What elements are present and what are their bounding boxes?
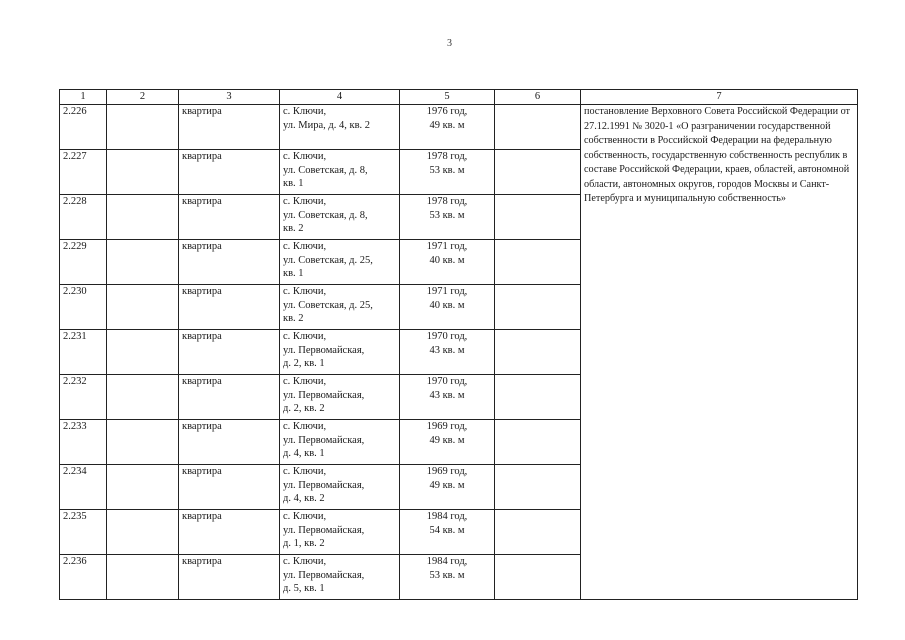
area: 49 кв. м <box>429 119 465 131</box>
address-cell <box>280 555 400 600</box>
header-col-2: 2 <box>107 90 179 105</box>
object-type: квартира <box>179 330 280 375</box>
address-line-1: с. Ключи, <box>283 106 327 117</box>
address-line-3: кв. 1 <box>283 268 304 279</box>
year-area-cell <box>400 330 495 375</box>
property-registry-table <box>59 89 858 600</box>
address-line-1: с. Ключи, <box>283 196 327 207</box>
address-cell <box>280 240 400 285</box>
row-number: 2.230 <box>60 285 107 330</box>
address-line-2: ул. Советская, д. 8, <box>283 209 368 221</box>
address-line-2: ул. Первомайская, <box>283 524 365 536</box>
address-line-1: с. Ключи, <box>283 151 327 162</box>
col-2-cell <box>107 105 179 150</box>
build-year: 1970 год, <box>426 376 468 387</box>
year-area-cell <box>400 105 495 150</box>
address-cell <box>280 150 400 195</box>
col-6-cell <box>495 420 581 465</box>
object-type: квартира <box>179 285 280 330</box>
row-number: 2.234 <box>60 465 107 510</box>
page-number: 3 <box>447 38 452 49</box>
year-area-cell <box>400 555 495 600</box>
col-6-cell <box>495 555 581 600</box>
col-2-cell <box>107 285 179 330</box>
build-year: 1969 год, <box>426 421 468 432</box>
header-row <box>60 90 858 105</box>
build-year: 1976 год, <box>426 106 468 117</box>
row-number: 2.235 <box>60 510 107 555</box>
col-2-cell <box>107 555 179 600</box>
header-col-7: 7 <box>581 90 858 105</box>
row-number: 2.233 <box>60 420 107 465</box>
col-6-cell <box>495 465 581 510</box>
col-6-cell <box>495 150 581 195</box>
year-area-cell <box>400 195 495 240</box>
address-line-3: кв. 2 <box>283 223 304 234</box>
area: 49 кв. м <box>429 479 465 491</box>
address-line-1: с. Ключи, <box>283 511 327 522</box>
address-line-1: с. Ключи, <box>283 466 327 477</box>
address-cell <box>280 510 400 555</box>
col-6-cell <box>495 510 581 555</box>
address-line-1: с. Ключи, <box>283 376 327 387</box>
col-2-cell <box>107 150 179 195</box>
address-cell <box>280 105 400 150</box>
year-area-cell <box>400 150 495 195</box>
build-year: 1984 год, <box>426 511 468 522</box>
col-2-cell <box>107 375 179 420</box>
year-area-cell <box>400 285 495 330</box>
year-area-cell <box>400 240 495 285</box>
object-type: квартира <box>179 555 280 600</box>
table-row <box>60 105 858 150</box>
col-6-cell <box>495 195 581 240</box>
build-year: 1978 год, <box>426 196 468 207</box>
build-year: 1970 год, <box>426 331 468 342</box>
header-col-3: 3 <box>179 90 280 105</box>
build-year: 1971 год, <box>426 286 468 297</box>
object-type: квартира <box>179 150 280 195</box>
year-area-cell <box>400 465 495 510</box>
year-area-cell <box>400 510 495 555</box>
address-cell <box>280 420 400 465</box>
area: 54 кв. м <box>429 524 465 536</box>
header-col-4: 4 <box>280 90 400 105</box>
address-line-2: ул. Мира, д. 4, кв. 2 <box>283 119 371 131</box>
header-col-6: 6 <box>495 90 581 105</box>
address-cell <box>280 465 400 510</box>
address-line-3: д. 1, кв. 2 <box>283 538 325 549</box>
address-line-2: ул. Советская, д. 8, <box>283 164 368 176</box>
col-2-cell <box>107 240 179 285</box>
build-year: 1971 год, <box>426 241 468 252</box>
col-6-cell <box>495 240 581 285</box>
address-line-1: с. Ключи, <box>283 331 327 342</box>
address-line-2: ул. Первомайская, <box>283 569 365 581</box>
object-type: квартира <box>179 465 280 510</box>
address-line-2: ул. Первомайская, <box>283 434 365 446</box>
row-number: 2.236 <box>60 555 107 600</box>
col-6-cell <box>495 375 581 420</box>
row-number: 2.229 <box>60 240 107 285</box>
area: 53 кв. м <box>429 569 465 581</box>
col-2-cell <box>107 510 179 555</box>
header-col-1: 1 <box>60 90 107 105</box>
area: 43 кв. м <box>429 389 465 401</box>
address-line-2: ул. Первомайская, <box>283 389 365 401</box>
address-cell <box>280 330 400 375</box>
row-number: 2.227 <box>60 150 107 195</box>
object-type: квартира <box>179 240 280 285</box>
year-area-cell <box>400 420 495 465</box>
address-line-3: д. 5, кв. 1 <box>283 583 325 594</box>
object-type: квартира <box>179 375 280 420</box>
address-line-1: с. Ключи, <box>283 241 327 252</box>
address-cell <box>280 285 400 330</box>
address-line-1: с. Ключи, <box>283 556 327 567</box>
col-6-cell <box>495 285 581 330</box>
col-2-cell <box>107 330 179 375</box>
row-number: 2.228 <box>60 195 107 240</box>
address-line-2: ул. Первомайская, <box>283 479 365 491</box>
address-line-3: д. 4, кв. 2 <box>283 493 325 504</box>
area: 40 кв. м <box>429 254 465 266</box>
address-line-2: ул. Первомайская, <box>283 344 365 356</box>
row-number: 2.231 <box>60 330 107 375</box>
address-line-3: кв. 2 <box>283 313 304 324</box>
area: 53 кв. м <box>429 209 465 221</box>
address-line-3: д. 2, кв. 1 <box>283 358 325 369</box>
col-2-cell <box>107 195 179 240</box>
row-number: 2.232 <box>60 375 107 420</box>
address-line-2: ул. Советская, д. 25, <box>283 254 373 266</box>
col-6-cell <box>495 105 581 150</box>
object-type: квартира <box>179 105 280 150</box>
object-type: квартира <box>179 510 280 555</box>
address-line-3: кв. 1 <box>283 178 304 189</box>
address-line-2: ул. Советская, д. 25, <box>283 299 373 311</box>
row-number: 2.226 <box>60 105 107 150</box>
address-line-3: д. 4, кв. 1 <box>283 448 325 459</box>
year-area-cell <box>400 375 495 420</box>
address-cell <box>280 375 400 420</box>
build-year: 1969 год, <box>426 466 468 477</box>
header-col-5: 5 <box>400 90 495 105</box>
area: 40 кв. м <box>429 299 465 311</box>
address-cell <box>280 195 400 240</box>
address-line-1: с. Ключи, <box>283 286 327 297</box>
area: 53 кв. м <box>429 164 465 176</box>
object-type: квартира <box>179 195 280 240</box>
build-year: 1978 год, <box>426 151 468 162</box>
area: 43 кв. м <box>429 344 465 356</box>
address-line-3: д. 2, кв. 2 <box>283 403 325 414</box>
col-6-cell <box>495 330 581 375</box>
col-2-cell <box>107 465 179 510</box>
legal-basis-text: постановление Верховного Совета Российской Федерации от 27.12.1991 № 3020-1 «О разграничении государственной собственности в Российской Федерации на федеральную собственность, государственную собственность республик в составе Российской Федерации, краев, областей, автономной области, автономных округов, городов Москвы и Санкт-Петербурга и муниципальную собственность» <box>581 105 858 600</box>
area: 49 кв. м <box>429 434 465 446</box>
address-line-1: с. Ключи, <box>283 421 327 432</box>
build-year: 1984 год, <box>426 556 468 567</box>
object-type: квартира <box>179 420 280 465</box>
col-2-cell <box>107 420 179 465</box>
